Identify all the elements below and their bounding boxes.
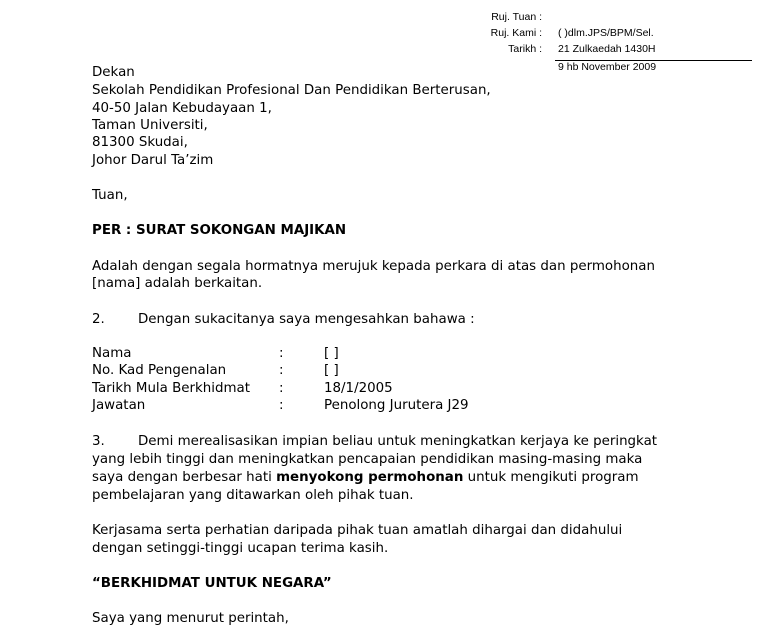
para1-line-1: Adalah dengan segala hormatnya merujuk kepada perkara di atas dan permohonan: [92, 259, 655, 274]
ruj-kami-value: ( )dlm.JPS/BPM/Sel.: [558, 27, 654, 39]
para3-line-3-pre: saya dengan berbesar hati: [92, 470, 277, 485]
detail-label: Tarikh Mula Berkhidmat: [92, 381, 251, 396]
para3-line-3-bold: menyokong permohonan: [276, 470, 464, 485]
ruj-kami-label: Ruj. Kami :: [490, 27, 542, 39]
recipient-line-5: 81300 Skudai,: [92, 135, 188, 150]
ruj-tuan-label: Ruj. Tuan :: [491, 11, 542, 23]
detail-value: 18/1/2005: [324, 381, 393, 396]
tarikh-label: Tarikh :: [508, 43, 542, 55]
detail-colon: :: [279, 346, 284, 361]
para2: [92, 311, 475, 328]
para3-number: 3.: [92, 434, 105, 449]
para3-line-4: pembelajaran yang ditawarkan oleh pihak tuan.: [92, 488, 414, 503]
detail-label: No. Kad Pengenalan: [92, 363, 227, 378]
para4-line-1: Kerjasama serta perhatian daripada pihak tuan amatlah dihargai dan didahului: [92, 523, 623, 538]
para3-line-3: [92, 469, 639, 486]
para1-line-2: [nama] adalah berkaitan.: [92, 276, 263, 291]
para3-line-1: [92, 433, 657, 450]
detail-colon: :: [279, 381, 284, 396]
salutation: Tuan,: [92, 188, 128, 203]
para2-text: Dengan sukacitanya saya mengesahkan bahawa :: [138, 312, 475, 327]
recipient-line-6: Johor Darul Ta’zim: [92, 153, 214, 168]
detail-label: Nama: [92, 346, 132, 361]
para4-line-2: dengan setinggi-tinggi ucapan terima kasih.: [92, 541, 389, 556]
para3-line-2: yang lebih tinggi dan meningkatkan pencapaian pendidikan masing-masing maka: [92, 452, 643, 467]
detail-value: [ ]: [324, 346, 339, 361]
tarikh-hijri: 21 Zulkaedah 1430H: [558, 43, 656, 55]
closing-line: Saya yang menurut perintah,: [92, 611, 289, 626]
detail-value: [ ]: [324, 363, 339, 378]
recipient-line-4: Taman Universiti,: [92, 118, 208, 133]
recipient-line-1: Dekan: [92, 65, 135, 80]
detail-value: Penolong Jurutera J29: [324, 398, 469, 413]
subject-line: PER : SURAT SOKONGAN MAJIKAN: [92, 223, 347, 238]
date-divider: [555, 60, 752, 61]
para3-line-3-post: untuk mengikuti program: [463, 470, 639, 485]
detail-colon: :: [279, 398, 284, 413]
para2-number: 2.: [92, 312, 105, 327]
para3-line-1-text: Demi merealisasikan impian beliau untuk meningkatkan kerjaya ke peringkat: [138, 434, 658, 449]
tarikh-masihi: 9 hb November 2009: [558, 61, 657, 73]
recipient-line-3: 40-50 Jalan Kebudayaan 1,: [92, 101, 272, 116]
detail-colon: :: [279, 363, 284, 378]
motto: “BERKHIDMAT UNTUK NEGARA”: [92, 576, 332, 591]
recipient-line-2: Sekolah Pendidikan Profesional Dan Pendidikan Berterusan,: [92, 83, 491, 98]
detail-label: Jawatan: [92, 398, 146, 413]
